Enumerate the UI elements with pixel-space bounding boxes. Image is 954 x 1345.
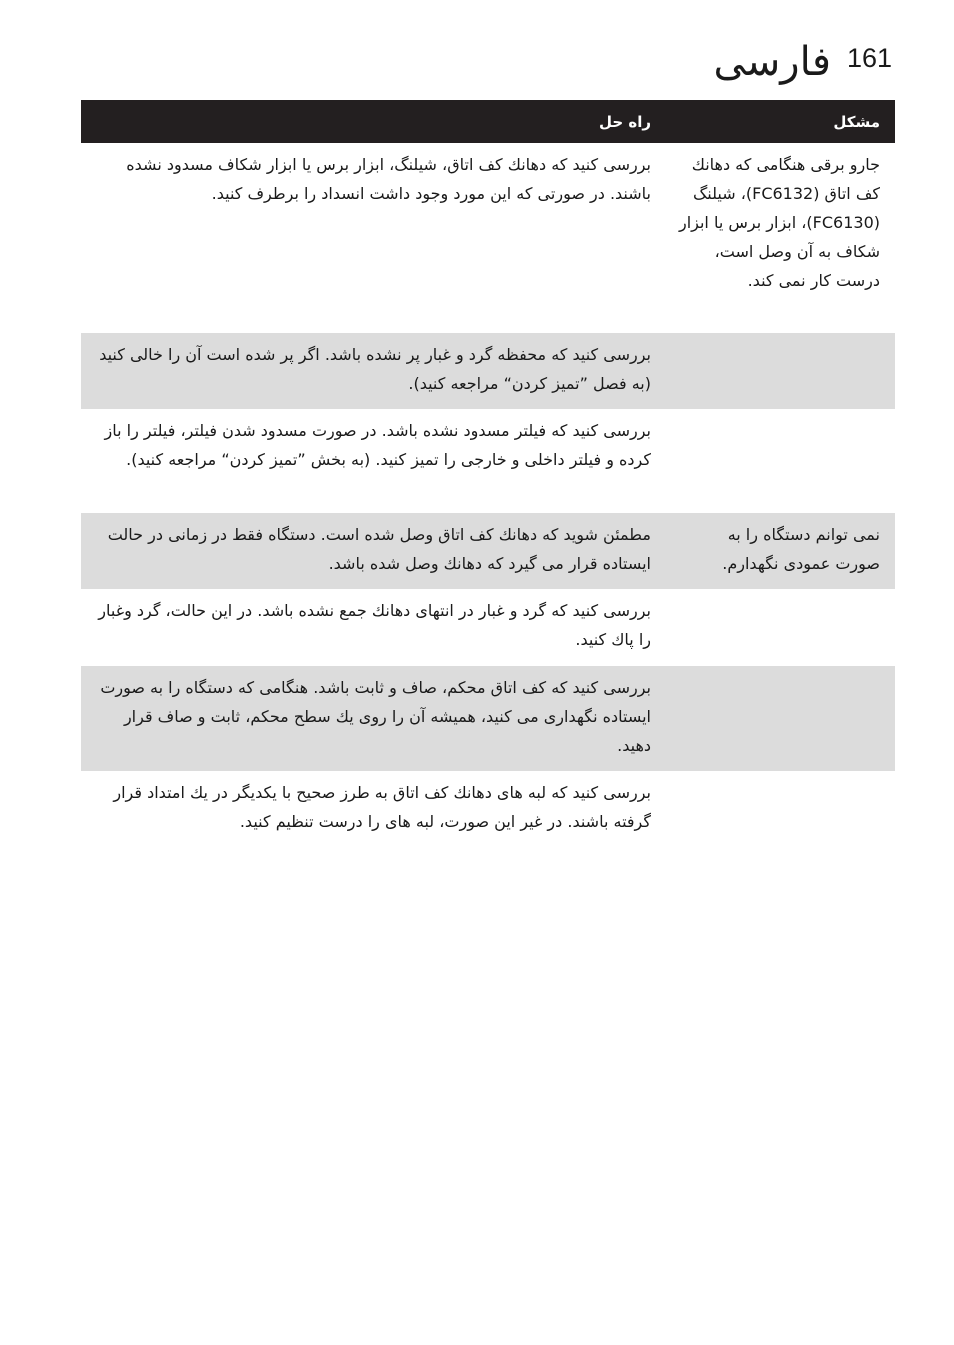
solution-cell: بررسی کنید که کف اتاق محکم، صاف و ثابت باشد. هنگامی که دستگاه را به صورت ایستاده نگهداری می کنید، همیشه آن را روی یك سطح محکم، ثابت و صاف قرار دهید. [81, 666, 666, 771]
table-row [81, 409, 895, 513]
troubleshooting-table [81, 100, 895, 847]
problem-cell [666, 666, 895, 771]
problem-cell [666, 333, 895, 409]
column-header-solution: راه حل [81, 100, 666, 143]
table-header-row [81, 100, 895, 143]
table-row [81, 589, 895, 666]
solution-cell: بررسی کنید که گرد و غبار در انتهای دهانك جمع نشده باشد. در این حالت، گرد وغبار را پاك کنید. [98, 601, 651, 649]
page-number: 161 [846, 42, 892, 73]
problem-cell [666, 771, 895, 847]
table-row [81, 513, 895, 589]
table-row [81, 771, 895, 847]
solution-cell: بررسی کنید که محفظه گرد و غبار پر نشده باشد. اگر پر شده است آن را خالی کنید (به فصل ”تمیز کردن“ مراجعه کنید). [81, 333, 666, 409]
problem-cell: نمی توانم دستگاه را به صورت عمودی نگهدارم. [666, 513, 895, 589]
solution-cell: مطمئن شوید که دهانك کف اتاق وصل شده است. دستگاه فقط در زمانی در حالت ایستاده قرار می گیرد که دهانك وصل شده باشد. [81, 513, 666, 589]
problem-cell [666, 589, 895, 666]
solution-cell: بررسی کنید که لبه های دهانك کف اتاق به طرز صحیح با یکدیگر در یك امتداد قرار گرفته باشند. در غیر این صورت، لبه های را درست تنظیم کنید. [113, 783, 651, 831]
table-row [81, 333, 895, 409]
solution-cell: بررسی کنید که دهانك کف اتاق، شیلنگ، ابزار برس یا ابزار شکاف مسدود نشده باشند. در صورتی که این مورد وجود داشت انسداد را برطرف کنید. [126, 155, 651, 203]
column-header-problem: مشکل [666, 100, 895, 143]
page-header [80, 34, 892, 90]
problem-cell: جارو برقی هنگامی که دهانك کف اتاق (FC6132)، شیلنگ (FC6130)، ابزار برس یا ابزار شکاف به آن وصل است، درست کار نمی کند. [678, 155, 880, 290]
table-row [81, 143, 895, 333]
solution-cell: بررسی کنید که فیلتر مسدود نشده باشد. در صورت مسدود شدن فیلتر، فیلتر را باز کرده و فیلتر داخلی و خارجی را تمیز کنید. (به بخش ”تمیز کردن“ مراجعه کنید). [104, 421, 651, 469]
problem-cell [666, 409, 895, 513]
table-row [81, 666, 895, 771]
language-title: فارسی [713, 39, 831, 85]
